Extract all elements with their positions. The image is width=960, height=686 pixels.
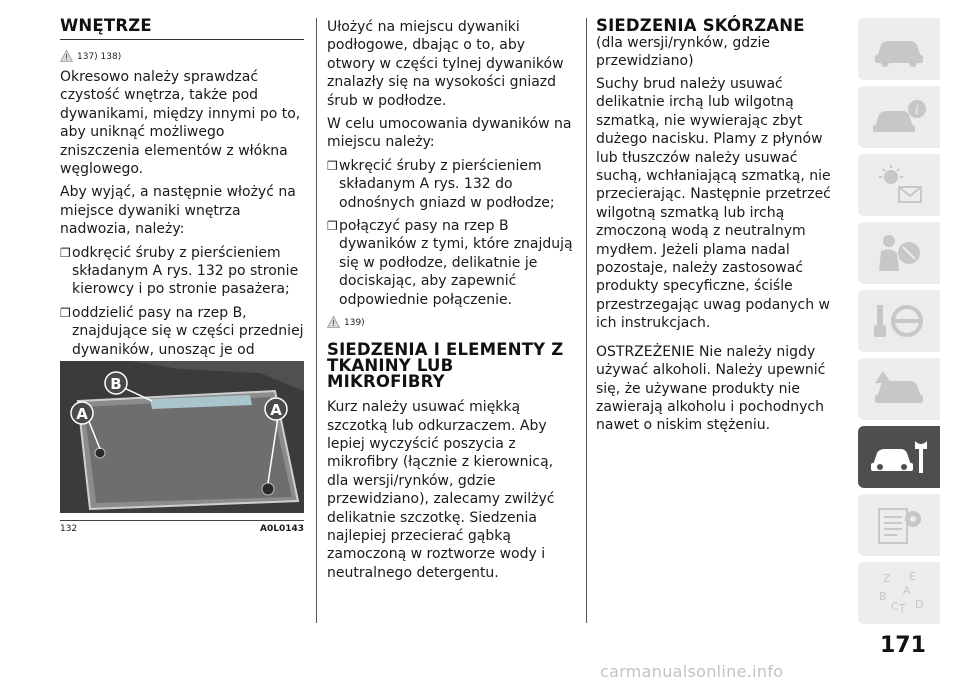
- figure-number: 132: [60, 524, 78, 534]
- index-letters-icon: [869, 568, 929, 618]
- tab-dashboard[interactable]: [858, 18, 940, 80]
- index-letter: E: [909, 570, 916, 583]
- column-divider-2: [586, 18, 587, 623]
- warning-reference: [327, 314, 577, 328]
- watermark-text: carmanualsonline.info: [600, 662, 784, 681]
- section-heading-leather-seats: SIEDZENIA SKÓRZANE: [596, 16, 805, 35]
- warning-ref-text: 137) 138): [77, 52, 122, 62]
- warning-triangle-icon: [327, 316, 340, 328]
- warning-triangle-icon: [60, 50, 73, 62]
- index-letter: C: [891, 600, 899, 613]
- floor-mat-figure: [60, 361, 304, 513]
- list-item-text: odkręcić śruby z pierścieniem składanym A rys. 132 po stronie kierowcy i po stronie pasażera;: [72, 244, 299, 298]
- figure-label-a: A: [270, 401, 282, 419]
- tab-emergency[interactable]: [858, 358, 940, 420]
- car-warning-icon: [869, 369, 929, 409]
- tab-technical-data[interactable]: [858, 494, 940, 556]
- paragraph: W celu umocowania dywaników na miejscu należy:: [327, 116, 572, 151]
- tab-start-driving[interactable]: [858, 290, 940, 352]
- tab-safety[interactable]: [858, 222, 940, 284]
- airbag-person-icon: [869, 231, 929, 275]
- column-2: [327, 18, 577, 587]
- checkbox-bullet-icon: ❒: [327, 158, 338, 173]
- paragraph-warning: OSTRZEŻENIE Nie należy nigdy używać alkoholi. Należy upewnić się, że używane produkty nie zawierają alkoholu i pochodnych nawet o niskim stężeniu.: [596, 343, 826, 434]
- tab-lights[interactable]: [858, 154, 940, 216]
- lights-message-icon: [869, 163, 929, 207]
- list-item-text: oddzielić pasy na rzep B, znajdujące się w części przedniej dywaników, unosząc je od: [72, 304, 304, 358]
- section-heading-fabric-seats: SIEDZENIA I ELEMENTY Z TKANINY LUB MIKROFIBRY: [327, 340, 564, 392]
- figure-caption: [60, 520, 304, 534]
- paragraph: Kurz należy usuwać miękką szczotką lub odkurzaczem. Aby lepiej wyczyścić poszycia z mikrofibry (łącznie z kierownicą, dla wersji/rynków, gdzie przewidziano), zalecamy zwilżyć delikatnie szczotkę. Siedzenia najlepiej przecierać gąbką zamoczoną w roztworze wody i neutralnego detergentu.: [327, 399, 555, 581]
- index-letter: T: [899, 602, 906, 615]
- section-heading-interior: WNĘTRZE: [60, 18, 304, 40]
- chapter-tabs: [858, 18, 940, 630]
- paragraph: Ułożyć na miejscu dywaniki podłogowe, dbając o to, aby otwory w części tylnej dywaników znalazły się na wysokości gniazd śrub w podłodze.: [327, 19, 564, 109]
- checkbox-bullet-icon: ❒: [60, 305, 71, 320]
- list-item-text: połączyć pasy na rzep B dywaników z tymi, które znajdują się w podłodze, delikatnie je dociskając, aby zapewnić odpowiednie połączenie.: [339, 218, 573, 308]
- page-number: 171: [880, 633, 926, 658]
- figure-code: A0L0143: [259, 524, 304, 534]
- figure-label-b: B: [110, 375, 122, 393]
- warning-ref-text: 139): [344, 318, 365, 329]
- list-item: [327, 157, 577, 212]
- paragraph: Okresowo należy sprawdzać czystość wnętrza, także pod dywanikami, między innymi po to, aby uniknąć możliwego zniszczenia elementów z włókna węglowego.: [60, 69, 301, 178]
- index-letter: B: [879, 590, 887, 603]
- column-3: [596, 18, 846, 440]
- index-letter: D: [915, 598, 924, 611]
- index-letter: A: [903, 584, 911, 597]
- technical-data-icon: [869, 503, 929, 547]
- list-item: [327, 217, 577, 309]
- svg-text:i: i: [914, 103, 920, 118]
- column-divider-1: [316, 18, 317, 623]
- list-item-text: wkręcić śruby z pierścieniem składanym A rys. 132 do odnośnych gniazd w podłodze;: [339, 157, 555, 211]
- paragraph: Suchy brud należy usuwać delikatnie irchą lub wilgotną szmatką, nie wywierając zbyt dużego nacisku. Plamy z płynów lub tłuszczów należy usuwać suchą, wchłaniającą szmatką, nie przecierając. Następnie przetrzeć wilgotną szmatką lub irchą zmoczoną wodą z neutralnym mydłem. Jeżeli plama nadal pozostaje, należy zastosować produkty specyficzne, ściśle przestrzegając uwag podanych w ich instrukcjach.: [596, 76, 831, 332]
- key-steering-icon: [869, 299, 929, 343]
- tab-info[interactable]: [858, 86, 940, 148]
- car-maintenance-icon: [867, 435, 931, 479]
- tab-index[interactable]: [858, 562, 940, 624]
- checkbox-bullet-icon: ❒: [327, 219, 338, 234]
- column-1: [60, 18, 304, 383]
- floor-mat-illustration: [60, 361, 304, 513]
- tab-maintenance[interactable]: [858, 426, 940, 488]
- index-letter: Z: [883, 572, 891, 585]
- list-item: [60, 244, 304, 299]
- warning-reference: [60, 48, 304, 62]
- car-dashboard-icon: [869, 29, 929, 69]
- paragraph: Aby wyjąć, a następnie włożyć na miejsce dywaniki wnętrza nadwozia, należy:: [60, 184, 296, 238]
- section-subheading: (dla wersji/rynków, gdzie przewidziano): [596, 35, 770, 69]
- car-info-icon: [869, 97, 929, 137]
- checkbox-bullet-icon: ❒: [60, 245, 71, 260]
- figure-label-a: A: [76, 405, 88, 423]
